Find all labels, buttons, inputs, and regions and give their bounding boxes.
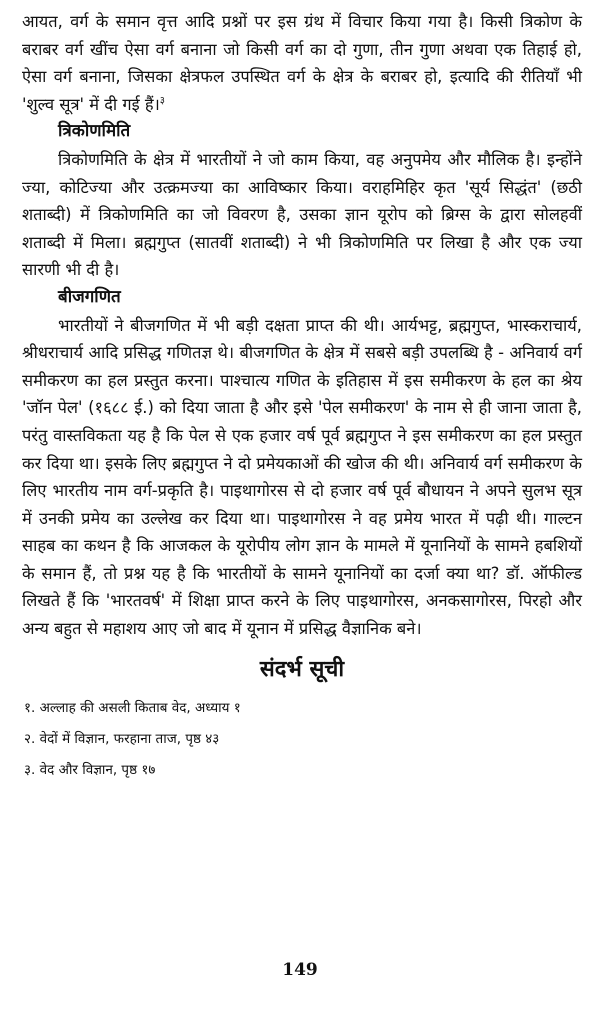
references-list	[22, 693, 582, 786]
intro-paragraph	[22, 8, 582, 118]
trigonometry-paragraph: त्रिकोणमिति के क्षेत्र में भारतीयों ने जो काम किया, वह अनुपमेय और मौलिक है। इन्होंने ज्या, कोटिज्या और उत्क्रमज्या का आविष्कार किया। वराहमिहिर कृत 'सूर्य सिद्धंत' (छठी शताब्दी) में त्रिकोणमिति का जो विवरण है, उसका ज्ञान यूरोप को ब्रिग्स के द्वारा सोलहवीं शताब्दी में मिला। ब्रह्मगुप्त (सातवीं शताब्दी) ने भी त्रिकोणमिति पर लिखा है और एक ज्या सारणी भी दी है।	[22, 149, 582, 280]
intro-text: आयत, वर्ग के समान वृत्त आदि प्रश्नों पर इस ग्रंथ में विचार किया गया है। किसी त्रिकोण के बराबर वर्ग खींच ऐसा वर्ग बनाना जो किसी वर्ग का दो गुणा, तीन गुणा अथवा एक तिहाई हो, ऐसा वर्ग बनाना, जिसका क्षेत्रफल उपस्थित वर्ग के क्षेत्र के बराबर हो, इत्यादि की रीतियाँ भी 'शुल्व सूत्र' में दी गई हैं।	[22, 12, 582, 114]
references-title: संदर्भ सूची	[259, 656, 345, 682]
reference-item: ३. वेद और विज्ञान, पृष्ठ १७	[24, 761, 156, 778]
trigonometry-heading: त्रिकोणमिति	[58, 121, 131, 142]
page-number: 149	[282, 960, 318, 980]
algebra-paragraph: भारतीयों ने बीजगणित में भी बड़ी दक्षता प्राप्त की थी। आर्यभट्ट, ब्रह्मगुप्त, भास्कराचार्य, श्रीधराचार्य आदि प्रसिद्ध गणितज्ञ थे। बीजगणित के क्षेत्र में सबसे बड़ी उपलब्धि है - अनिवार्य वर्ग समीकरण का हल प्रस्तुत करना। पाश्चात्य गणित के इतिहास में इस समीकरण के हल का श्रेय 'जॉन पेल' (१६८८ ई.) को दिया जाता है और इसे 'पेल समीकरण' के नाम से ही जाना जाता है, परंतु वास्तविकता यह है कि पेल से एक हजार वर्ष पूर्व ब्रह्मगुप्त ने इस समीकरण का हल प्रस्तुत कर दिया था। इसके लिए ब्रह्मगुप्त ने दो प्रमेयकाओं की खोज की थी। अनिवार्य वर्ग समीकरण के लिए भारतीय नाम वर्ग-प्रकृति है। पाइथागोरस से दो हजार वर्ष पूर्व बौधायन ने अपने सुलभ सूत्र में उनकी प्रमेय का उल्लेख कर दिया था। पाइथागोरस ने वह प्रमेय भारत में पढ़ी थी। गाल्टन साहब का कथन है कि आजकल के यूरोपीय लोग ज्ञान के मामले में यूनानियों के सामने हबशियों के समान हैं, तो प्रश्न यह है कि भारतीयों के सामने यूनानियों का दर्जा क्या था? डॉ. ऑफील्ड लिखते हैं कि 'भारतवर्ष' में शिक्षा प्राप्त करने के लिए पाइथागोरस, अनकसागोरस, पिरहो और अन्य बहुत से महाशय आए जो बाद में यूनान में प्रसिद्ध वैज्ञानिक बने।	[22, 315, 582, 639]
reference-item: २. वेदों में विज्ञान, फरहाना ताज, पृष्ठ ४३	[24, 730, 220, 747]
footnote-marker: ३	[159, 95, 165, 107]
algebra-heading: बीजगणित	[58, 286, 121, 307]
reference-item: १. अल्लाह की असली किताब वेद, अध्याय १	[24, 699, 241, 716]
